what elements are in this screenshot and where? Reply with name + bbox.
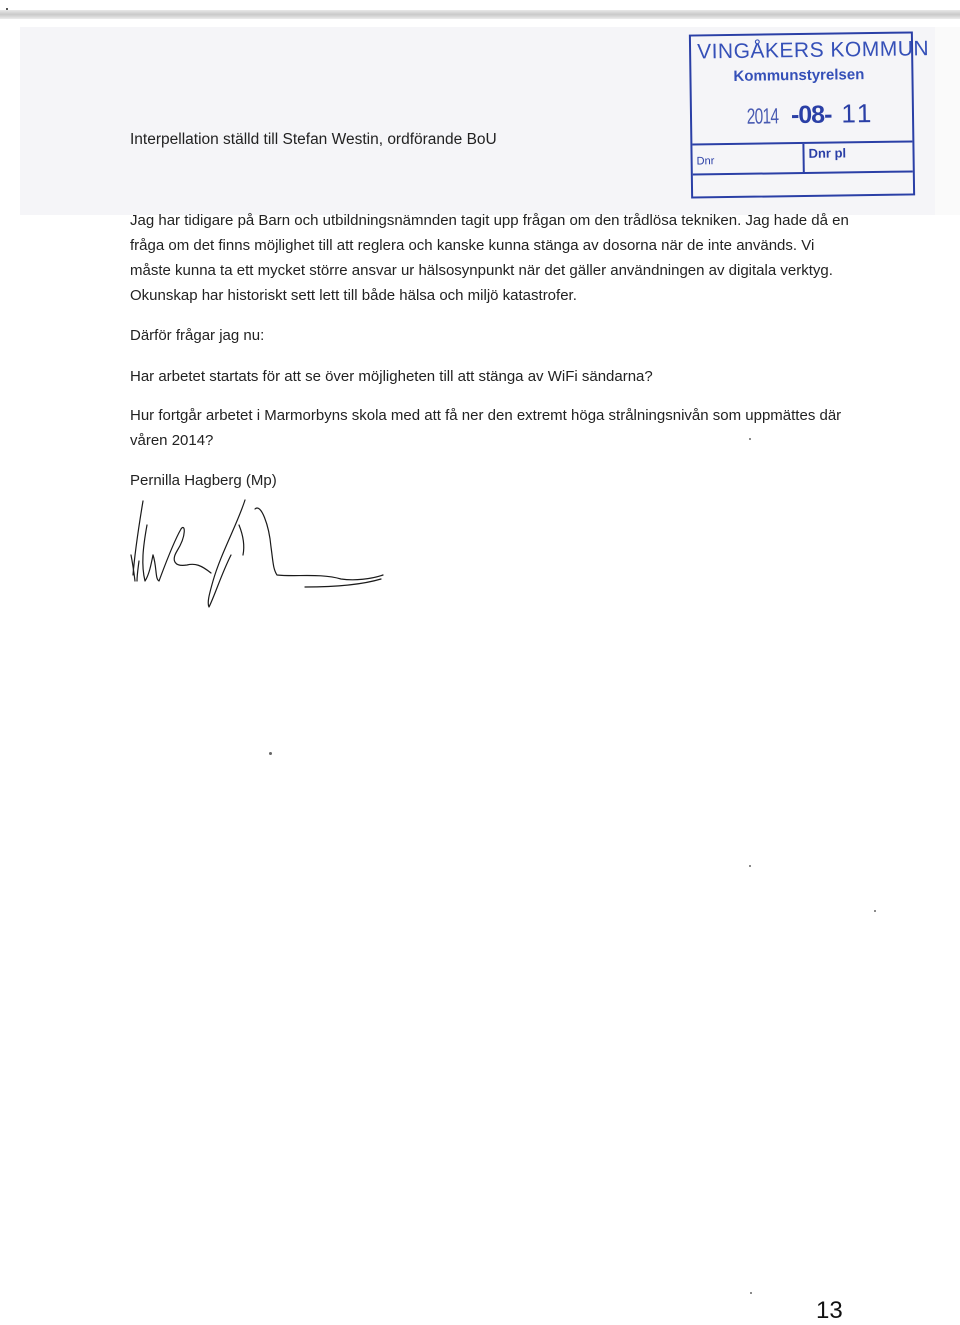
stamp-unit: Kommunstyrelsen xyxy=(733,66,865,85)
stamp-organization: VINGÅKERS KOMMUN xyxy=(696,37,930,64)
scan-edge-line xyxy=(0,10,960,19)
stamp-date-day: 11 xyxy=(841,97,875,129)
stamp-label-dnr-pl: Dnr pl xyxy=(808,145,847,161)
stamp-date-month: -08- xyxy=(790,100,832,130)
stamp-field-row xyxy=(692,140,912,173)
author-name: Pernilla Hagberg (Mp) xyxy=(130,472,277,489)
scan-speck xyxy=(749,438,751,440)
handwritten-signature xyxy=(125,495,395,610)
scan-speck xyxy=(269,752,272,755)
scan-speck xyxy=(874,910,876,912)
body-paragraph-question-2: Hur fortgår arbetet i Marmorbyns skola med att få ner den extremt höga strålningsnivån som uppmättes där våren 2014? xyxy=(130,407,842,449)
document-heading: Interpellation ställd till Stefan Westin, ordförande BoU xyxy=(130,131,497,148)
registration-stamp xyxy=(689,31,930,198)
body-paragraph-intro: Jag har tidigare på Barn och utbildningsnämnden tagit upp frågan om den trådlösa tekniken. Jag hade då en fråga om det finns möjlighet till att reglera och kanske kunna stänga av dosorna när de inte används. Vi måste kunna ta ett mycket större ansvar ur hälsosynpunkt när det gäller användningen av digitala verktyg. Okunskap har historiskt sett lett till både hälsa och miljö katastrofer. xyxy=(130,212,849,304)
stamp-divider xyxy=(802,144,804,172)
stamp-date xyxy=(740,98,875,131)
scan-header-band-edge xyxy=(935,27,960,215)
body-paragraph-question-1: Har arbetet startats för att se över möjligheten till att stänga av WiFi sändarna? xyxy=(130,368,653,385)
body-paragraph-question-lead: Därför frågar jag nu: xyxy=(130,327,265,344)
stamp-date-year: 2014 xyxy=(746,103,779,129)
page-number: 13 xyxy=(816,1297,843,1324)
stamp-label-dnr: Dnr xyxy=(696,155,715,168)
scan-speck xyxy=(750,1292,752,1294)
scan-speck xyxy=(6,8,8,10)
scan-speck xyxy=(749,865,751,867)
